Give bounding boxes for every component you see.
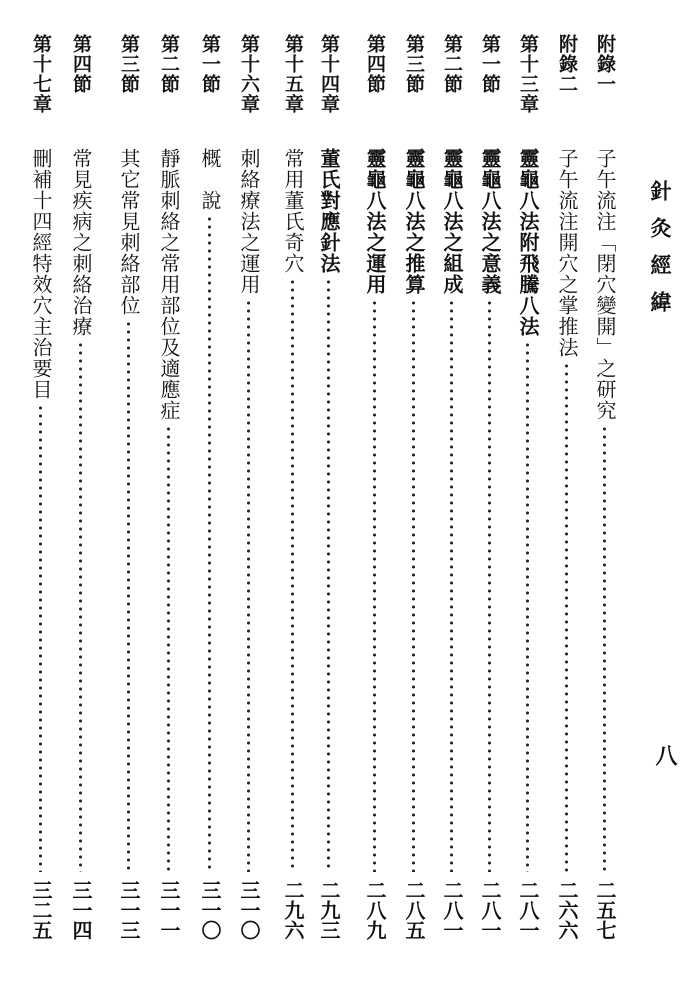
toc-entry-page: 三一〇: [237, 880, 261, 940]
toc-entry-page: 二八九: [363, 880, 387, 940]
toc-entry-label: 第四節: [364, 34, 386, 94]
toc-entry-page: 三一一: [157, 880, 181, 940]
toc-entry-label: 第一節: [479, 34, 501, 94]
toc-entry-page: 三一四: [69, 880, 93, 940]
toc-entry-label: 附錄一: [594, 34, 616, 94]
toc-entry[interactable]: [195, 0, 225, 1004]
toc-entry-page: 二八一: [516, 880, 540, 940]
toc-entry-page: 二八一: [478, 880, 502, 940]
toc-entry[interactable]: [437, 0, 467, 1004]
toc-entry-title: 常見疾病之刺絡治療: [69, 148, 93, 337]
leader-dots: [291, 278, 294, 872]
toc-entry-label: 第十五章: [282, 34, 304, 114]
toc-entry[interactable]: [552, 0, 582, 1004]
toc-entry[interactable]: [66, 0, 96, 1004]
toc-entry[interactable]: [278, 0, 308, 1004]
toc-entry-title: 刪補十四經特效穴主治要目: [29, 148, 53, 400]
leader-dots: [39, 404, 42, 872]
leader-dots: [327, 278, 330, 872]
toc-entry[interactable]: [114, 0, 144, 1004]
toc-entry[interactable]: [314, 0, 344, 1004]
toc-entry-label: 第二節: [441, 34, 463, 94]
toc-entry[interactable]: [234, 0, 264, 1004]
toc-entry-title: 靈龜八法之組成: [440, 148, 464, 295]
toc-entry-page: 二五七: [593, 880, 617, 940]
toc-entry[interactable]: [360, 0, 390, 1004]
leader-dots: [450, 299, 453, 872]
toc-entry-title: 常用董氏奇穴: [281, 148, 305, 274]
toc-entry[interactable]: [475, 0, 505, 1004]
leader-dots: [373, 299, 376, 872]
toc-entry-page: 二八五: [402, 880, 426, 940]
toc-entry-label: 第十七章: [30, 34, 52, 114]
toc-entry-title: 子午流注「閉穴變開」之研究: [593, 148, 617, 421]
toc-entry-page: 三一〇: [198, 880, 222, 940]
leader-dots: [412, 299, 415, 872]
toc-entry-title: 董氏對應針法: [317, 148, 341, 274]
leader-dots: [565, 362, 568, 872]
toc-entry-title: 靈龜八法附飛騰八法: [516, 148, 540, 337]
leader-dots: [208, 215, 211, 872]
toc-entry-label: 第二節: [158, 34, 180, 94]
toc-entry-title: 子午流注開穴之掌推法: [555, 148, 579, 358]
toc-entry-title: 靈龜八法之運用: [363, 148, 387, 295]
toc-entry-title: 靜脈刺絡之常用部位及適應症: [157, 148, 181, 421]
toc-entry-title: 靈龜八法之推算: [402, 148, 426, 295]
toc-entry-title: 靈龜八法之意義: [478, 148, 502, 295]
toc-entry-title: 其它常見刺絡部位: [117, 148, 141, 316]
toc-entry[interactable]: [590, 0, 620, 1004]
toc-entry-label: 第一節: [199, 34, 221, 94]
toc-entry[interactable]: [513, 0, 543, 1004]
toc-entry-page: 二九三: [317, 880, 341, 940]
book-title: 針灸經緯: [648, 180, 673, 328]
leader-dots: [526, 341, 529, 872]
leader-dots: [167, 425, 170, 872]
toc-entry-page: 二六六: [555, 880, 579, 940]
toc-entry-label: 第十三章: [517, 34, 539, 114]
toc-entry-title: 刺絡療法之運用: [237, 148, 261, 295]
toc-entry-page: 三二五: [29, 880, 53, 940]
toc-entry-label: 第十四章: [318, 34, 340, 114]
toc-entry[interactable]: [154, 0, 184, 1004]
toc-entry[interactable]: [26, 0, 56, 1004]
toc-entry-label: 第三節: [403, 34, 425, 94]
page-number: 八: [652, 744, 678, 766]
toc-entry-title: 概 說: [198, 148, 222, 211]
toc-entry-page: 二八一: [440, 880, 464, 940]
leader-dots: [127, 320, 130, 872]
leader-dots: [603, 425, 606, 872]
toc-entry-label: 第十六章: [238, 34, 260, 114]
toc-entry-page: 二九六: [281, 880, 305, 940]
leader-dots: [488, 299, 491, 872]
leader-dots: [247, 299, 250, 872]
leader-dots: [79, 341, 82, 872]
toc-entry-label: 第四節: [70, 34, 92, 94]
toc-entry-page: 三一三: [117, 880, 141, 940]
toc-entry-label: 附錄二: [556, 34, 578, 94]
toc-entry[interactable]: [399, 0, 429, 1004]
toc-entry-label: 第三節: [118, 34, 140, 94]
